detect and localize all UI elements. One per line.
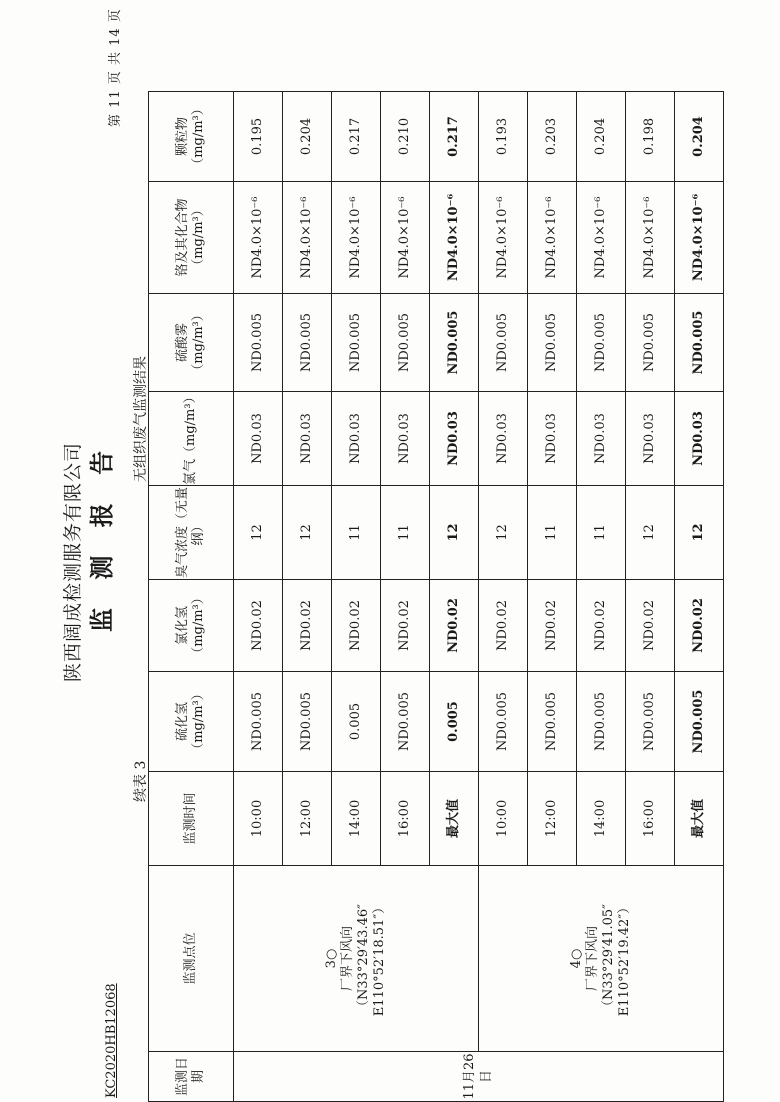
value-cell: 12	[234, 486, 283, 580]
col-pm: 颗粒物（mg/m³）	[149, 92, 234, 182]
value-cell: ND0.005	[577, 672, 626, 772]
col-hcl: 氯化氢（mg/m³）	[149, 580, 234, 672]
value-cell: ND0.005	[626, 672, 675, 772]
value-cell: 12	[626, 486, 675, 580]
time-cell: 14:00	[332, 772, 381, 866]
value-cell: ND0.005	[283, 672, 332, 772]
value-cell: ND0.005	[675, 294, 724, 392]
value-cell: 11	[381, 486, 430, 580]
value-cell: 0.198	[626, 92, 675, 182]
value-cell: 11	[577, 486, 626, 580]
section-title: 无组织废气监测结果	[133, 356, 149, 482]
value-cell: ND0.005	[332, 294, 381, 392]
point-cell-4: 4○ 厂界下风向 （N33°29′41.05″ E110°52′19.42″）	[479, 866, 724, 1052]
time-cell: 16:00	[626, 772, 675, 866]
time-cell: 12:00	[528, 772, 577, 866]
col-date: 监测日期	[149, 1052, 234, 1102]
value-cell: ND0.02	[283, 580, 332, 672]
value-cell: 0.195	[234, 92, 283, 182]
value-cell: ND4.0×10⁻⁶	[381, 182, 430, 294]
value-cell: 0.204	[283, 92, 332, 182]
value-cell: ND0.03	[381, 392, 430, 486]
value-cell: ND4.0×10⁻⁶	[283, 182, 332, 294]
value-cell: ND4.0×10⁻⁶	[430, 182, 479, 294]
col-h2s: 硫化氢（mg/m³）	[149, 672, 234, 772]
value-cell: 0.204	[577, 92, 626, 182]
value-cell: ND4.0×10⁻⁶	[479, 182, 528, 294]
value-cell: ND0.005	[381, 672, 430, 772]
value-cell: ND0.03	[626, 392, 675, 486]
value-cell: ND4.0×10⁻⁶	[332, 182, 381, 294]
date-cell: 11月26日	[234, 1052, 724, 1102]
value-cell: ND0.02	[528, 580, 577, 672]
value-cell: ND0.03	[332, 392, 381, 486]
value-cell: ND0.02	[430, 580, 479, 672]
time-cell: 10:00	[234, 772, 283, 866]
page-number: 第 11 页 共 14 页	[108, 8, 123, 127]
value-cell: 12	[283, 486, 332, 580]
results-table	[148, 91, 724, 1102]
value-cell: ND0.02	[479, 580, 528, 672]
col-cl2: 氯气（mg/m³）	[149, 392, 234, 486]
value-cell: 0.217	[430, 92, 479, 182]
point-cell-3: 3○ 厂界下风向 （N33°29′43.46″ E110°52′18.51″）	[234, 866, 479, 1052]
value-cell: 11	[528, 486, 577, 580]
col-odor: 臭气浓度（无量纲）	[149, 486, 234, 580]
report-title: 监 测 报 告	[87, 440, 116, 632]
value-cell: ND0.03	[479, 392, 528, 486]
value-cell: 0.193	[479, 92, 528, 182]
col-point: 监测点位	[149, 866, 234, 1052]
time-cell: 10:00	[479, 772, 528, 866]
value-cell: 0.005	[430, 672, 479, 772]
value-cell: 0.210	[381, 92, 430, 182]
time-cell: 12:00	[283, 772, 332, 866]
value-cell: 0.203	[528, 92, 577, 182]
value-cell: ND4.0×10⁻⁶	[528, 182, 577, 294]
col-h2so4: 硫酸雾（mg/m³）	[149, 294, 234, 392]
time-cell: 14:00	[577, 772, 626, 866]
time-cell: 16:00	[381, 772, 430, 866]
value-cell: ND0.005	[577, 294, 626, 392]
value-cell: 0.217	[332, 92, 381, 182]
time-cell: 最大值	[430, 772, 479, 866]
continued-label: 续表 3	[133, 760, 149, 802]
value-cell: ND0.005	[479, 672, 528, 772]
value-cell: ND4.0×10⁻⁶	[234, 182, 283, 294]
value-cell: ND0.03	[234, 392, 283, 486]
value-cell: ND0.005	[234, 672, 283, 772]
value-cell: ND4.0×10⁻⁶	[675, 182, 724, 294]
value-cell: ND0.03	[283, 392, 332, 486]
value-cell: ND0.03	[430, 392, 479, 486]
company-name: 陕西阔成检测服务有限公司	[62, 441, 84, 682]
value-cell: 12	[430, 486, 479, 580]
value-cell: 0.005	[332, 672, 381, 772]
value-cell: 11	[332, 486, 381, 580]
value-cell: ND4.0×10⁻⁶	[626, 182, 675, 294]
value-cell: ND0.02	[577, 580, 626, 672]
value-cell: 12	[479, 486, 528, 580]
value-cell: ND0.005	[234, 294, 283, 392]
value-cell: ND0.005	[528, 294, 577, 392]
header-row	[149, 92, 234, 1102]
value-cell: ND0.005	[283, 294, 332, 392]
col-time: 监测时间	[149, 772, 234, 866]
table-row	[479, 92, 528, 1102]
value-cell: ND0.005	[528, 672, 577, 772]
value-cell: ND0.005	[430, 294, 479, 392]
report-number: KC2020HB12068	[104, 983, 119, 1098]
value-cell: ND0.02	[675, 580, 724, 672]
value-cell: 12	[675, 486, 724, 580]
value-cell: ND0.02	[332, 580, 381, 672]
value-cell: ND0.03	[577, 392, 626, 486]
value-cell: ND0.005	[479, 294, 528, 392]
value-cell: ND4.0×10⁻⁶	[577, 182, 626, 294]
value-cell: ND0.02	[381, 580, 430, 672]
table-row	[234, 92, 283, 1102]
value-cell: ND0.02	[234, 580, 283, 672]
value-cell: ND0.03	[675, 392, 724, 486]
value-cell: 0.204	[675, 92, 724, 182]
col-cr: 铬及其化合物（mg/m³）	[149, 182, 234, 294]
value-cell: ND0.005	[626, 294, 675, 392]
value-cell: ND0.005	[675, 672, 724, 772]
value-cell: ND0.03	[528, 392, 577, 486]
time-cell: 最大值	[675, 772, 724, 866]
value-cell: ND0.02	[626, 580, 675, 672]
value-cell: ND0.005	[381, 294, 430, 392]
